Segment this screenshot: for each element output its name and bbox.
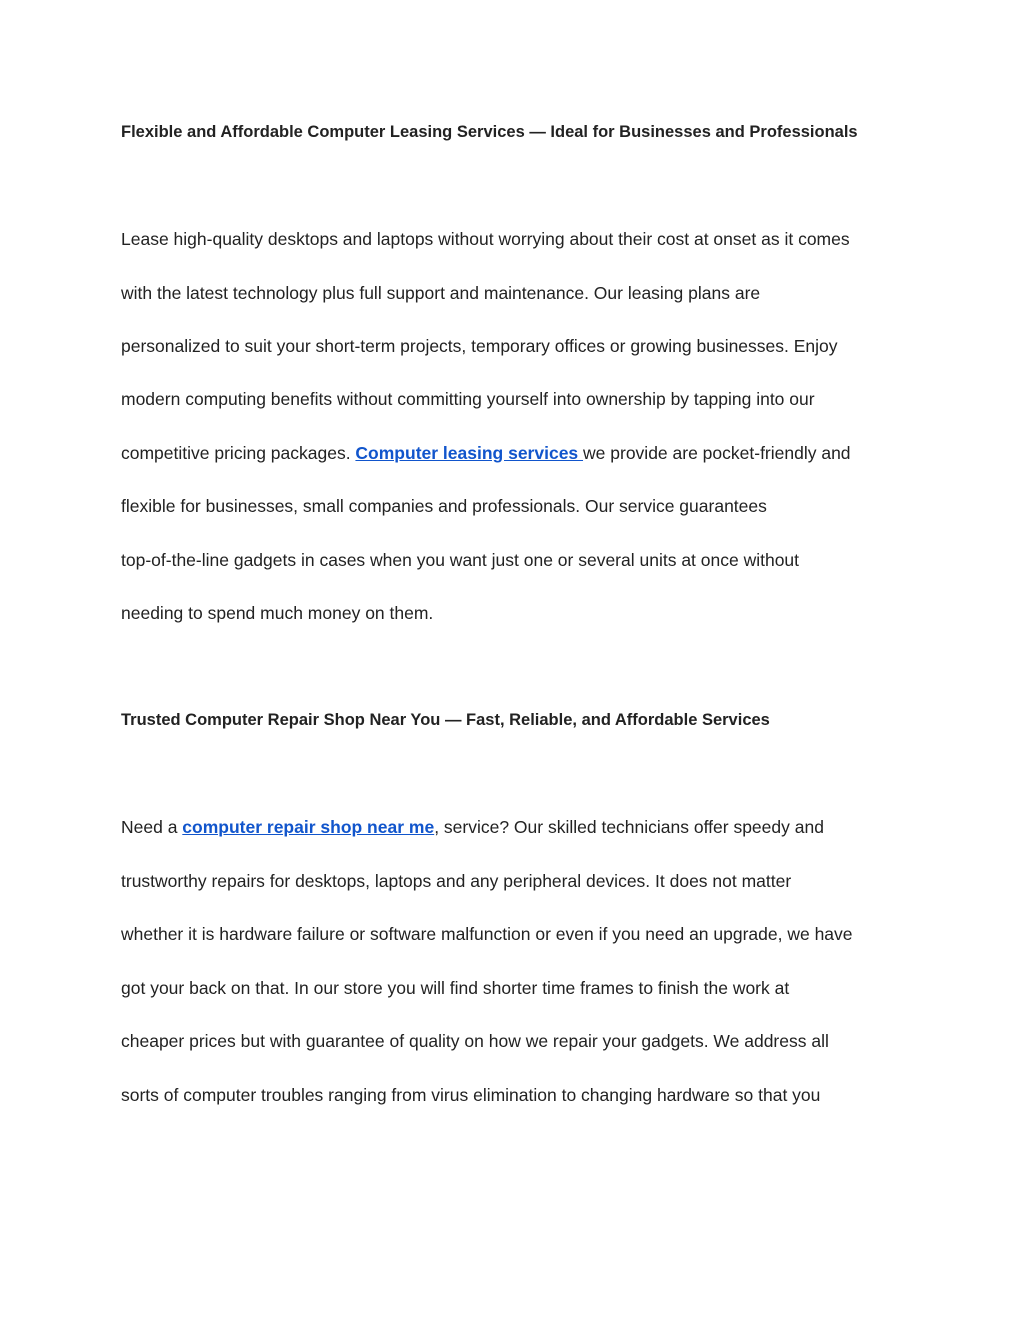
leasing-paragraph-line: with the latest technology plus full support and maintenance. Our leasing plans are [121, 283, 761, 303]
leasing-paragraph-line: flexible for businesses, small companies and professionals. Our service guarantees [121, 496, 767, 516]
leasing-paragraph-line: modern computing benefits without committing yourself into ownership by tapping into our [121, 389, 815, 409]
leasing-paragraph-line: top-of-the-line gadgets in cases when you want just one or several units at once without [121, 550, 800, 570]
repair-paragraph-line: cheaper prices but with guarantee of quality on how we repair your gadgets. We address all [121, 1031, 829, 1051]
leasing-paragraph-line: Lease high-quality desktops and laptops without worrying about their cost at onset as it comes [121, 229, 850, 249]
leasing-paragraph-line: personalized to suit your short-term projects, temporary offices or growing businesses. Enjoy [121, 336, 838, 356]
repair-text-before-link: Need a [121, 817, 183, 837]
leasing-paragraph-line: needing to spend much money on them. [121, 603, 434, 623]
repair-paragraph-line: trustworthy repairs for desktops, laptops and any peripheral devices. It does not matter [121, 871, 792, 891]
leasing-paragraph-link-line [121, 445, 851, 463]
computer-leasing-services-link[interactable]: Computer leasing services [355, 443, 584, 463]
repair-paragraph-line: whether it is hardware failure or software malfunction or even if you need an upgrade, we have [121, 924, 853, 944]
leasing-text-before-link: competitive pricing packages. [121, 443, 356, 463]
repair-text-after-link: , service? Our skilled technicians offer speedy and [434, 817, 824, 837]
computer-repair-shop-link[interactable]: computer repair shop near me [182, 817, 435, 837]
repair-paragraph-line: sorts of computer troubles ranging from virus elimination to changing hardware so that you [121, 1085, 821, 1105]
leasing-text-after-link: we provide are pocket-friendly and [583, 443, 851, 463]
repair-paragraph-line: got your back on that. In our store you will find shorter time frames to finish the work at [121, 978, 790, 998]
repair-paragraph-link-line [121, 819, 824, 837]
leasing-section-heading: Flexible and Affordable Computer Leasing Services — Ideal for Businesses and Professionals [121, 123, 858, 141]
repair-section-heading: Trusted Computer Repair Shop Near You — Fast, Reliable, and Affordable Services [121, 711, 770, 729]
